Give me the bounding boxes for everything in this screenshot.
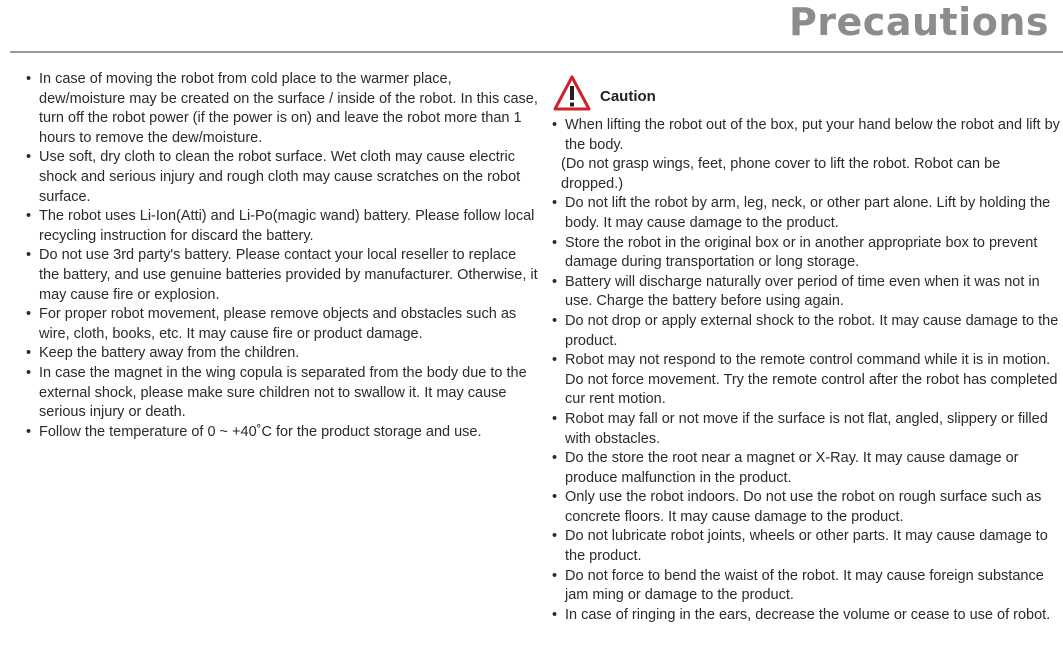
list-item: • When lifting the robot out of the box, put your hand below the robot and lift by the body. <box>552 116 1060 155</box>
list-item: • In case of ringing in the ears, decrease the volume or cease to use of robot. <box>552 606 1060 626</box>
left-precautions-list <box>26 70 538 442</box>
list-item: • Use soft, dry cloth to clean the robot surface. Wet cloth may cause electric shock and serious injury and rough cloth may cause scratches on the robot surface. <box>26 148 538 207</box>
list-item: • Store the robot in the original box or in another appropriate box to prevent damage during transportation or long storage. <box>552 234 1060 273</box>
list-item: • Do not lubricate robot joints, wheels or other parts. It may cause damage to the product. <box>552 527 1060 566</box>
warning-triangle-icon <box>552 74 592 112</box>
list-item: • Robot may not respond to the remote control command while it is in motion. Do not force movement. Try the remote control after the robot has completed cur rent motion. <box>552 351 1060 410</box>
list-item: • Keep the battery away from the children. <box>26 344 538 364</box>
title-divider <box>10 51 1063 53</box>
list-item: • For proper robot movement, please remove objects and obstacles such as wire, cloth, books, etc. It may cause fire or product damage. <box>26 305 538 344</box>
list-item: • Only use the robot indoors. Do not use the robot on rough surface such as concrete floors. It may cause damage to the product. <box>552 488 1060 527</box>
list-item: • Do not drop or apply external shock to the robot. It may cause damage to the product. <box>552 312 1060 351</box>
list-item: • In case of moving the robot from cold place to the warmer place, dew/moisture may be created on the surface / inside of the robot. In this case, turn off the robot power (if the power is on) and leave the robot more than 1 hours to remove the dew/moisture. <box>26 70 538 148</box>
left-precautions-column <box>26 70 538 442</box>
caution-label: Caution <box>600 88 656 105</box>
list-item: • Do not lift the robot by arm, leg, neck, or other part alone. Lift by holding the body. It may cause damage to the product. <box>552 194 1060 233</box>
caution-list <box>552 116 1060 625</box>
list-item: • In case the magnet in the wing copula is separated from the body due to the external shock, please make sure children not to swallow it. It may cause serious injury or death. <box>26 364 538 423</box>
list-item: • Battery will discharge naturally over period of time even when it was not in use. Charge the battery before using again. <box>552 273 1060 312</box>
page-title: Precautions <box>788 0 1049 44</box>
list-item: • Do not force to bend the waist of the robot. It may cause foreign substance jam ming or damage to the product. <box>552 567 1060 606</box>
list-item: • The robot uses Li-Ion(Atti) and Li-Po(magic wand) battery. Please follow local recycling instruction for discard the battery. <box>26 207 538 246</box>
list-item: • Follow the temperature of 0 ~ +40˚C for the product storage and use. <box>26 423 538 443</box>
list-item: • Do the store the root near a magnet or X-Ray. It may cause damage or produce malfunction in the product. <box>552 449 1060 488</box>
list-item: • Robot may fall or not move if the surface is not flat, angled, slippery or filled with obstacles. <box>552 410 1060 449</box>
caution-note: (Do not grasp wings, feet, phone cover to lift the robot. Robot can be dropped.) <box>561 156 1001 192</box>
list-item: • Do not use 3rd party's battery. Please contact your local reseller to replace the battery, and use genuine batteries provided by manufacturer. Otherwise, it may cause fire or explosion. <box>26 246 538 305</box>
caution-column <box>552 116 1060 625</box>
caution-heading <box>552 74 752 114</box>
